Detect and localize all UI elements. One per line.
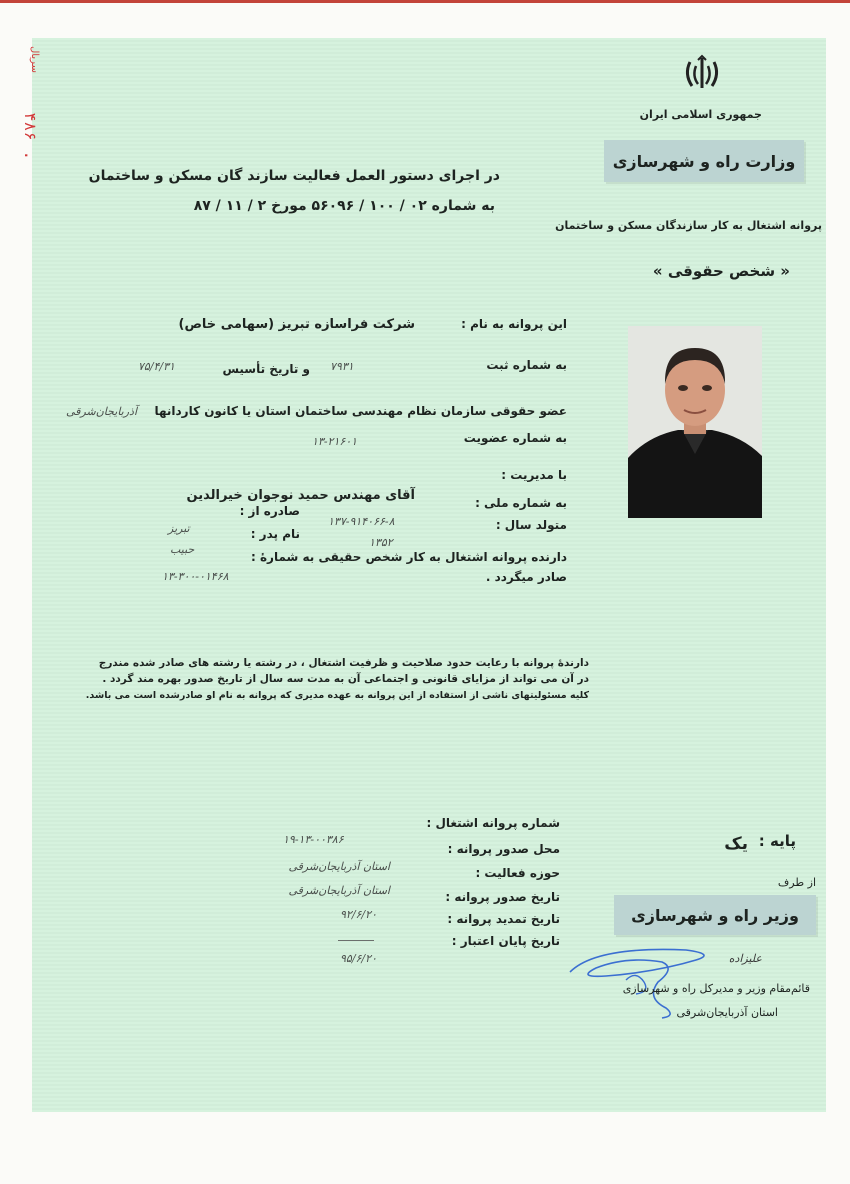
- holder-number: ۱۳-۳۰۰-۰۱۴۶۸: [162, 570, 229, 583]
- detail-value-expiry-date: ۹۵/۶/۲۰: [340, 952, 377, 965]
- on-behalf-of: از طرف: [777, 876, 816, 889]
- signer-name: علیزاده: [728, 952, 762, 965]
- detail-label-renewal-date: تاریخ تمدید پروانه :: [447, 912, 560, 926]
- national-id-label: به شماره ملی :: [475, 496, 567, 510]
- detail-label-license-no: شماره پروانه اشتغال :: [426, 816, 560, 830]
- top-border: [0, 0, 850, 3]
- minister-box: [614, 895, 816, 935]
- issued-from-label: صادره از :: [239, 504, 300, 518]
- national-id-number: ۱۳۷-۹۱۴۰۶۶-۸: [328, 515, 395, 528]
- company-name-label: این پروانه به نام :: [461, 317, 567, 331]
- detail-label-issue-place: محل صدور پروانه :: [447, 842, 560, 856]
- membership-number: ۱۳-۲۱۶۰۱: [312, 435, 358, 448]
- manager-photo: [628, 326, 762, 518]
- serial-label: سریال: [29, 46, 40, 73]
- registration-label: به شماره ثبت: [486, 358, 567, 372]
- issued-from-value: تبریز: [168, 522, 190, 535]
- manager-name: آقای مهندس حمید نوجوان خیرالدین: [186, 488, 415, 503]
- detail-label-activity-area: حوزه فعالیت :: [475, 866, 560, 880]
- founded-label: و تاریخ تأسیس: [222, 362, 310, 376]
- detail-label-expiry-date: تاریخ پایان اعتبار :: [451, 934, 560, 948]
- detail-label-issue-date: تاریخ صدور پروانه :: [445, 890, 560, 904]
- detail-value-license-no: ۱۹-۱۳-۰۰۳۸۶: [283, 833, 344, 846]
- minister-title: وزیر راه و شهرسازی: [631, 905, 799, 925]
- company-name: شرکت فراسازه تبریز (سهامی خاص): [178, 317, 415, 332]
- iran-emblem-icon: [682, 54, 722, 94]
- serial-number: ۴۸۶ .: [21, 112, 40, 161]
- intro-line-1: در اجرای دستور العمل فعالیت سازند گان مسکن و ساختمان: [88, 168, 500, 184]
- issued-line: صادر میگردد .: [485, 570, 567, 584]
- member-province: آذربایجان‌شرقی: [66, 405, 137, 418]
- terms-line-3: کلیه مسئولیتهای ناشی از استفاده از این پروانه به عهده مدیری که پروانه به نام او صادرشده است می باشد.: [85, 690, 589, 701]
- intro-line-2: به شماره ۰۲ / ۱۰۰ / ۵۶۰۹۶ مورخ ۲ / ۱۱ / ۸۷: [193, 198, 495, 214]
- portrait-image: [628, 326, 762, 518]
- person-type: « شخص حقوقی »: [652, 262, 790, 280]
- registration-number: ۷۹۳۱: [330, 360, 354, 373]
- holder-line: دارنده پروانه اشتغال به کار شخص حقیقی به شمارهٔ :: [250, 550, 567, 564]
- father-name: حبیب: [170, 543, 195, 556]
- ministry-title: وزارت راه و شهرسازی: [612, 151, 796, 171]
- ministry-box: [604, 140, 804, 182]
- terms-line-2: در آن می تواند از مزایای قانونی و اجتماعی آن به مدت سه سال از تاریخ صدور بهره مند گردد .: [102, 673, 589, 685]
- membership-label: به شماره عضویت: [463, 431, 567, 445]
- license-type: پروانه اشتغال به کار سازندگان مسکن و ساختمان: [555, 219, 822, 232]
- grade-value: یک: [724, 834, 748, 854]
- signer-province: استان آذربایجان‌شرقی: [676, 1006, 778, 1019]
- detail-value-issue-place: استان آذربایجان‌شرقی: [288, 860, 390, 873]
- deputy-title: قائم‌مقام وزیر و مدیرکل راه و شهرسازی: [622, 982, 810, 995]
- renewal-date-dash: [338, 940, 374, 941]
- management-label: با مدیریت :: [501, 468, 567, 482]
- founded-date: ۷۵/۴/۳۱: [138, 360, 175, 373]
- father-name-label: نام پدر :: [250, 527, 300, 541]
- grade-label: پایه :: [758, 832, 796, 850]
- member-text: عضو حقوقی سازمان نظام مهندسی ساختمان استان یا کانون کاردانها: [154, 404, 567, 418]
- detail-value-issue-date: ۹۲/۶/۲۰: [340, 908, 377, 921]
- terms-line-1: دارندهٔ پروانه با رعایت حدود صلاحیت و ظرفیت اشتغال ، در رشته یا رشته های صادر شده مندرج: [98, 657, 589, 669]
- birth-year: ۱۳۵۲: [369, 536, 393, 549]
- republic-title: جمهوری اسلامی ایران: [639, 108, 762, 121]
- birth-year-label: متولد سال :: [495, 518, 567, 532]
- detail-value-activity-area: استان آذربایجان‌شرقی: [288, 884, 390, 897]
